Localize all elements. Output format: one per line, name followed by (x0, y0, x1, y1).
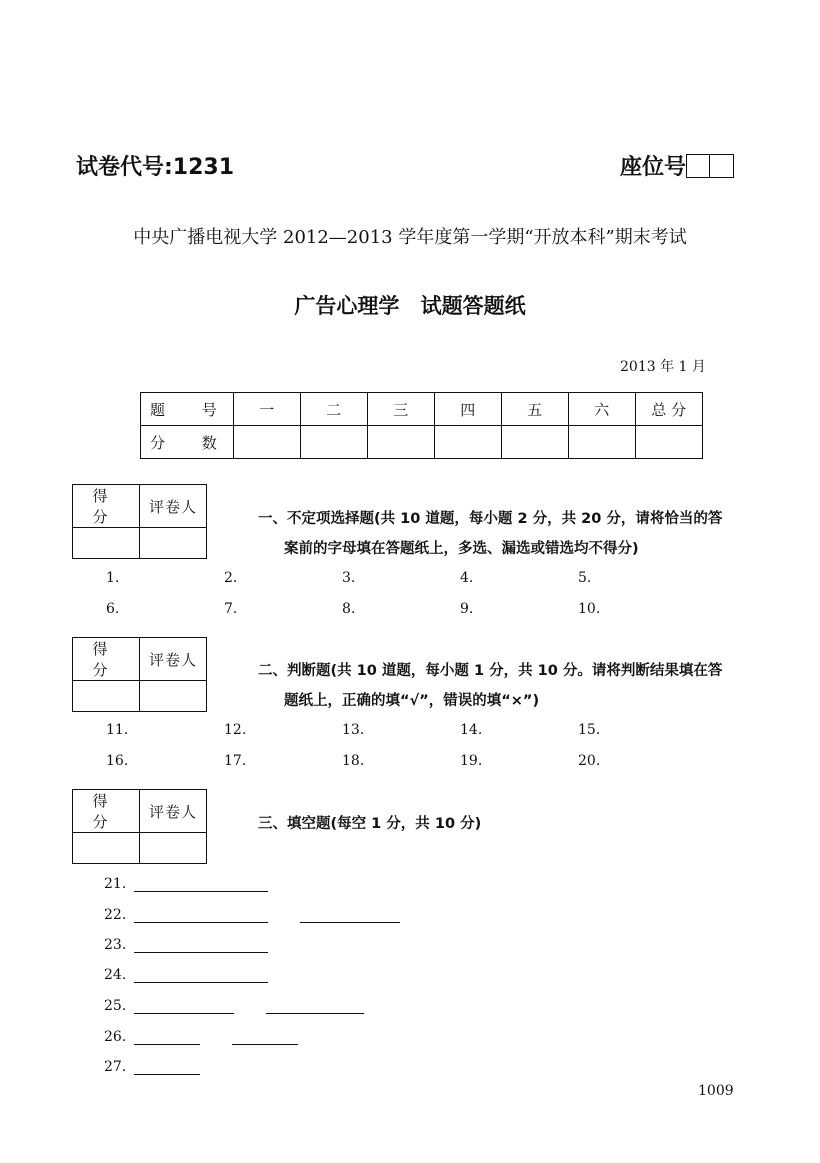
answer-number: 19. (460, 753, 483, 769)
column-header: 三 (367, 393, 434, 426)
blank-number: 21. (104, 876, 127, 892)
seat-box-2[interactable] (710, 154, 734, 178)
exam-header: 中央广播电视大学 2012—2013 学年度第一学期“开放本科”期末考试 (133, 227, 687, 248)
answer-number: 16. (106, 753, 129, 769)
paper-code: 试卷代号:1231 (76, 155, 235, 180)
section-heading-line1: 一、不定项选择题(共 10 道题，每小题 2 分，共 20 分，请将恰当的答 (258, 511, 723, 527)
blank-number: 23. (104, 937, 127, 953)
answer-number: 8. (342, 601, 356, 617)
answer-blank[interactable] (134, 1030, 200, 1045)
answer-number: 1. (106, 570, 120, 586)
blank-number: 26. (104, 1029, 127, 1045)
grader-name-cell[interactable] (140, 681, 207, 712)
fill-blank-row (104, 1029, 330, 1045)
blank-number: 27. (104, 1059, 127, 1075)
exam-date: 2013 年 1 月 (620, 359, 706, 375)
grader-name-label: 评卷人 (140, 638, 207, 681)
answer-blank[interactable] (266, 999, 364, 1014)
answer-number: 9. (460, 601, 474, 617)
section-heading-line1: 三、填空题(每空 1 分，共 10 分) (258, 816, 482, 832)
answer-number: 18. (342, 753, 365, 769)
score-table-score-row (141, 426, 703, 459)
grader-score-label: 得 分 (73, 638, 140, 681)
grader-box (72, 637, 207, 712)
page-number: 1009 (698, 1083, 734, 1099)
section-heading-line2: 案前的字母填在答题纸上，多选、漏选或错选均不得分) (284, 541, 639, 557)
answer-number: 12. (224, 722, 247, 738)
score-label: 分 数 (141, 426, 234, 459)
score-cell[interactable] (568, 426, 635, 459)
score-cell[interactable] (434, 426, 501, 459)
section-heading-line2: 题纸上，正确的填“√”，错误的填“×”) (284, 693, 540, 709)
answer-number: 13. (342, 722, 365, 738)
score-cell[interactable] (501, 426, 568, 459)
answer-blank[interactable] (134, 877, 268, 892)
answer-number: 10. (578, 601, 601, 617)
answer-number: 20. (578, 753, 601, 769)
column-header: 二 (300, 393, 367, 426)
fill-blank-row (104, 967, 300, 983)
column-header: 六 (568, 393, 635, 426)
answer-number: 3. (342, 570, 356, 586)
grader-box (72, 789, 207, 864)
grader-name-label: 评卷人 (140, 485, 207, 528)
answer-number: 17. (224, 753, 247, 769)
seat-label: 座位号 (620, 155, 687, 180)
column-header: 一 (233, 393, 300, 426)
answer-number: 6. (106, 601, 120, 617)
grader-name-label: 评卷人 (140, 790, 207, 833)
answer-blank[interactable] (134, 908, 268, 923)
blank-number: 25. (104, 998, 127, 1014)
answer-number: 4. (460, 570, 474, 586)
section-heading (258, 656, 758, 716)
exam-title: 广告心理学 试题答题纸 (294, 294, 526, 318)
answer-number: 7. (224, 601, 238, 617)
answer-blank[interactable] (134, 999, 234, 1014)
answer-blank[interactable] (134, 938, 268, 953)
grader-score-label: 得 分 (73, 790, 140, 833)
section-heading (258, 809, 758, 839)
grader-score-label: 得 分 (73, 485, 140, 528)
score-cell[interactable] (300, 426, 367, 459)
grader-score-cell[interactable] (73, 833, 140, 864)
answer-blank[interactable] (300, 908, 400, 923)
grader-box (72, 484, 207, 559)
answer-number: 2. (224, 570, 238, 586)
fill-blank-row (104, 1059, 232, 1075)
answer-blank[interactable] (232, 1030, 298, 1045)
answer-number: 15. (578, 722, 601, 738)
question-number-label: 题 号 (141, 393, 234, 426)
score-cell[interactable] (233, 426, 300, 459)
blank-number: 24. (104, 967, 127, 983)
score-table-header-row (141, 393, 703, 426)
score-cell[interactable] (635, 426, 702, 459)
answer-blank[interactable] (134, 968, 268, 983)
column-header: 四 (434, 393, 501, 426)
section-heading-line1: 二、判断题(共 10 道题，每小题 1 分，共 10 分。请将判断结果填在答 (258, 663, 723, 679)
grader-score-cell[interactable] (73, 528, 140, 559)
fill-blank-row (104, 998, 396, 1014)
score-table (140, 392, 703, 459)
score-cell[interactable] (367, 426, 434, 459)
fill-blank-row (104, 876, 300, 892)
grader-name-cell[interactable] (140, 528, 207, 559)
fill-blank-row (104, 907, 432, 923)
answer-number: 11. (106, 722, 129, 738)
seat-number (620, 150, 734, 181)
answer-blank[interactable] (134, 1060, 200, 1075)
grader-score-cell[interactable] (73, 681, 140, 712)
grader-name-cell[interactable] (140, 833, 207, 864)
answer-number: 14. (460, 722, 483, 738)
section-heading (258, 504, 758, 564)
blank-number: 22. (104, 907, 127, 923)
column-header: 五 (501, 393, 568, 426)
column-header: 总 分 (635, 393, 702, 426)
answer-number: 5. (578, 570, 592, 586)
fill-blank-row (104, 937, 300, 953)
seat-box-1[interactable] (686, 154, 710, 178)
